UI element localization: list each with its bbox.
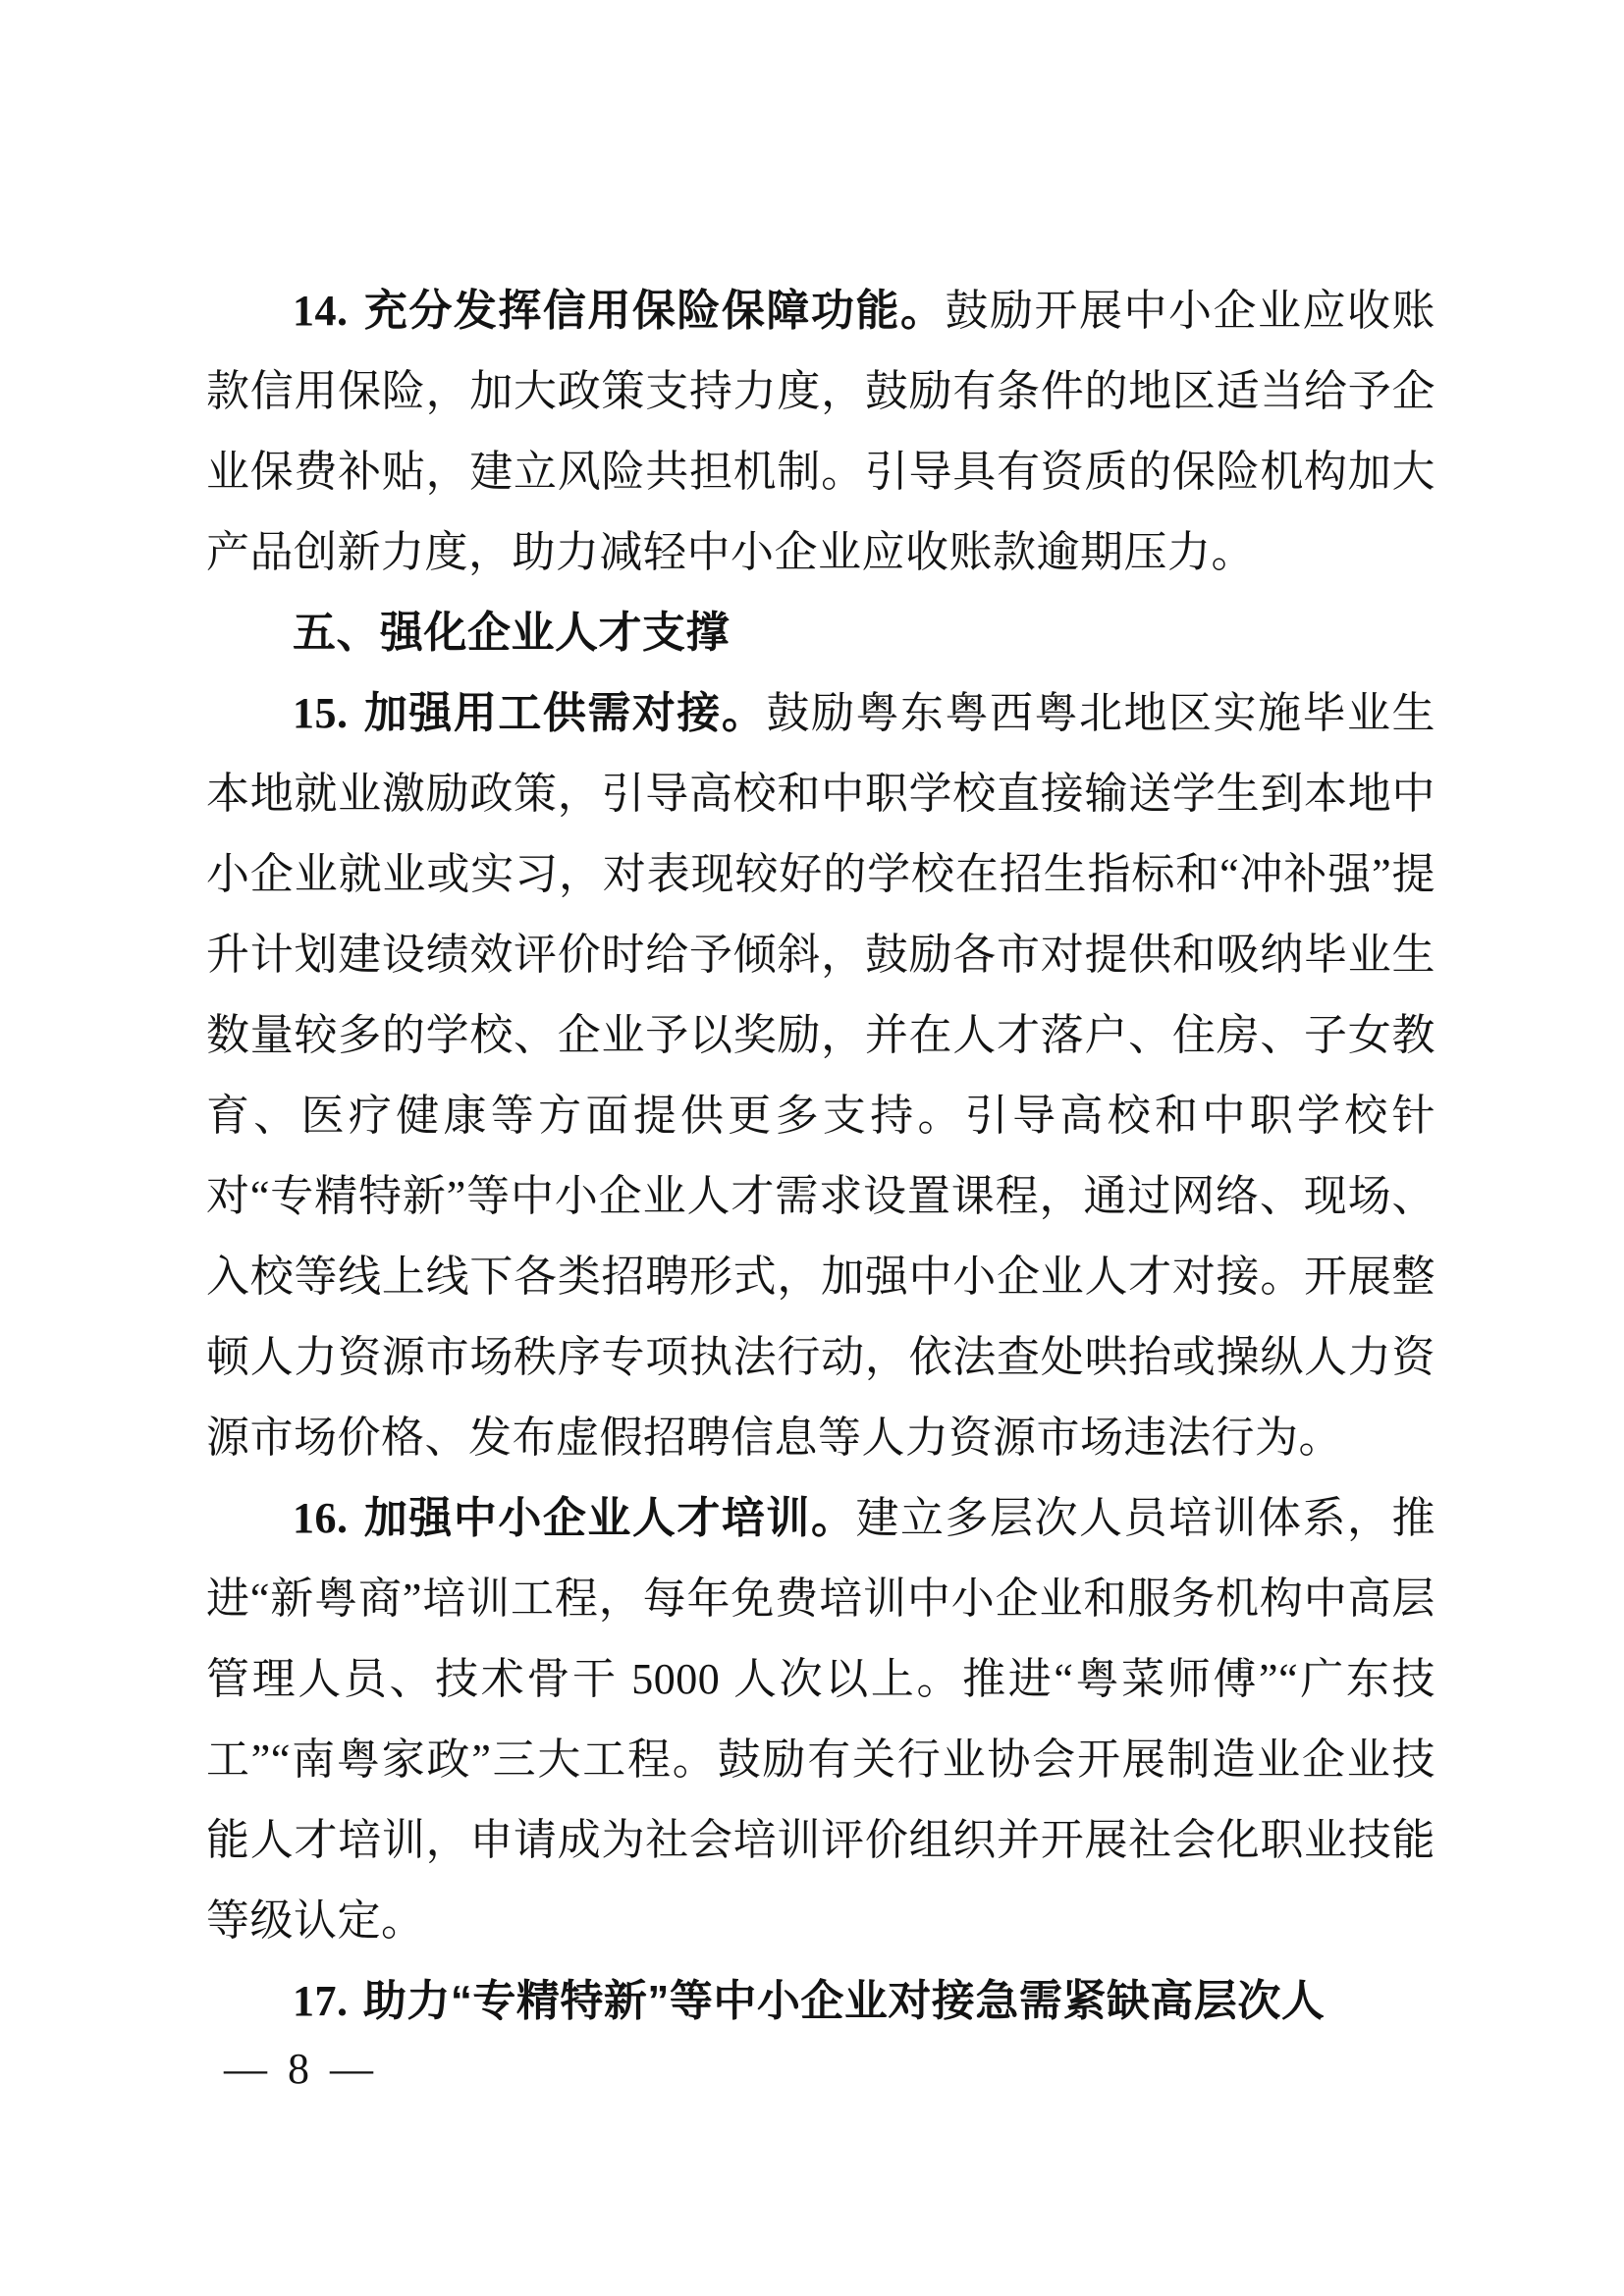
page-number-label: — 8 — — [224, 2045, 375, 2093]
item-16-title: 加强中小企业人才培训。 — [362, 1494, 856, 1542]
item-14-number: 14. — [293, 287, 349, 335]
paragraph-item-16 — [206, 1478, 1435, 1961]
item-16-body: 建立多层次人员培训体系，推进“新粤商”培训工程，每年免费培训中小企业和服务机构中高层管理人员、技术骨干 5000 人次以上。推进“粤菜师傅”“广东技工”“南粤家政”三大工程。鼓励有关行业协会开展制造业企业技能人才培训，申请成为社会培训评价组织并开展社会化职业技能等级认定。 — [206, 1494, 1436, 1945]
item-17-title: 助力“专精特新”等中小企业对接急需紧缺高层次人 — [362, 1977, 1326, 2025]
item-15-number: 15. — [293, 689, 349, 737]
item-14-body: 鼓励开展中小企业应收账款信用保险，加大政策支持力度，鼓励有条件的地区适当给予企业保费补贴，建立风险共担机制。引导具有资质的保险机构加大产品创新力度，助力减轻中小企业应收账款逾期压力。 — [206, 287, 1435, 576]
document-text-block — [206, 271, 1435, 2042]
item-16-number: 16. — [293, 1494, 349, 1542]
item-15-body: 鼓励粤东粤西粤北地区实施毕业生本地就业激励政策，引导高校和中职学校直接输送学生到本地中小企业就业或实习，对表现较好的学校在招生指标和“冲补强”提升计划建设绩效评价时给予倾斜，鼓励各市对提供和吸纳毕业生数量较多的学校、企业予以奖励，并在人才落户、住房、子女教育、医疗健康等方面提供更多支持。引导高校和中职学校针对“专精特新”等中小企业人才需求设置课程，通过网络、现场、入校等线上线下各类招聘形式，加强中小企业人才对接。开展整顿人力资源市场秩序专项执法行动，依法查处哄抬或操纵人力资源市场价格、发布虚假招聘信息等人力资源市场违法行为。 — [206, 689, 1435, 1462]
paragraph-item-14 — [206, 271, 1435, 593]
item-14-title: 充分发挥信用保险保障功能。 — [362, 287, 946, 335]
paragraph-item-17 — [206, 1961, 1435, 2042]
item-15-title: 加强用工供需对接。 — [362, 689, 767, 737]
item-17-number: 17. — [293, 1977, 349, 2025]
page-number-footer — [224, 2045, 375, 2093]
section-heading-5: 五、强化企业人才支撑 — [293, 609, 730, 657]
paragraph-item-15 — [206, 673, 1435, 1478]
